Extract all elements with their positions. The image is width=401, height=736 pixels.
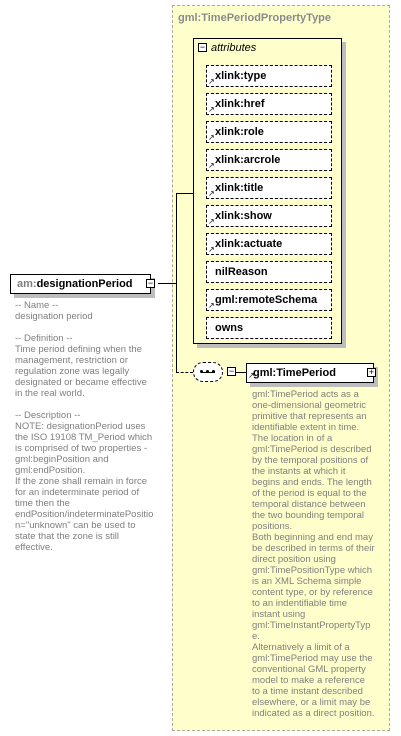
root-element-documentation: -- Name -- designation period -- Definition -- Time period defining when the management, restriction or regulation zone was legally designated or became effective in the real world. -- Description -- NOTE: designationPeriod uses the ISO 19108 TM_Period which is comprised of two properties - gml:beginPosition and gml:endPosition. If the zone shall remain in force for an indeterminate period of time then the endPosition/indeterminatePositio n="unknown" can be used to state that the zone is still effective. — [15, 300, 154, 553]
reference-arrow-icon: ↗ — [208, 245, 215, 254]
attributes-title: attributes — [211, 42, 257, 54]
sequence-dot — [200, 370, 203, 373]
attribute-xlink-arcrole[interactable]: xlink:arcrole ↗ — [206, 149, 332, 171]
attribute-xlink-title[interactable]: xlink:title ↗ — [206, 177, 332, 199]
attribute-nilreason[interactable]: nilReason — [206, 261, 332, 283]
connector-root-horizontal — [158, 283, 176, 284]
reference-arrow-icon: ↗ — [208, 105, 215, 114]
attribute-xlink-role[interactable]: xlink:role ↗ — [206, 121, 332, 143]
connector-to-attributes — [176, 193, 193, 194]
attribute-name: xlink: — [215, 70, 244, 82]
sequence-dot — [212, 370, 215, 373]
child-element-documentation: gml:TimePeriod acts as a one-dimensional geometric primitive that represents an identifiable extent in time. The location in of a gml:TimePeriod is described by the temporal positions of the instants at which it begins and ends. The length of the period is equal to the temporal distance between the two bounding temporal positions. Both beginning and end may be described in terms of their direct position using gml:TimePositionType which is an XML Schema simple content type, or by reference to an indentifiable time instant using gml:TimeInstantPropertyTyp e. Alternatively a limit of a gml:TimePeriod may use the conventional GML property model to make a reference to a time instant described elsewhere, or a limit may be indicated as a direct position. — [252, 389, 375, 719]
attribute-xlink-actuate[interactable]: xlink:actuate ↗ — [206, 233, 332, 255]
reference-arrow-icon: ↗ — [208, 161, 215, 170]
child-element-box[interactable] — [246, 363, 374, 383]
complex-type-title: gml:TimePeriodPropertyType — [178, 12, 332, 24]
sequence-dot — [206, 370, 209, 373]
attribute-gml-remoteschema[interactable]: gml:remoteSchema ↗ — [206, 289, 332, 311]
root-element-name: designationPeriod — [36, 278, 133, 290]
reference-arrow-icon: ↗ — [208, 77, 215, 86]
reference-arrow-icon: ↗ — [208, 301, 215, 310]
root-element-collapse-icon[interactable]: − — [147, 278, 154, 288]
attributes-collapse-icon[interactable]: − — [199, 42, 206, 52]
attribute-xlink-type[interactable]: xlink:type ↗ — [206, 65, 332, 87]
child-element-expand-icon[interactable]: + — [368, 367, 375, 377]
child-element-name: gml:TimePeriod — [253, 367, 336, 379]
root-element-box[interactable] — [10, 274, 151, 294]
reference-arrow-icon: ↗ — [208, 189, 215, 198]
connector-vertical — [176, 193, 177, 373]
reference-arrow-icon: ↗ — [208, 217, 215, 226]
reference-arrow-icon: ↗ — [208, 133, 215, 142]
attribute-owns[interactable]: owns — [206, 317, 332, 339]
attribute-xlink-show[interactable]: xlink:show ↗ — [206, 205, 332, 227]
attribute-xlink-href[interactable]: xlink:href ↗ — [206, 93, 332, 115]
reference-arrow-icon: ↗ — [248, 371, 255, 380]
sequence-collapse-icon[interactable]: − — [228, 366, 235, 376]
connector-to-sequence — [176, 372, 193, 373]
root-element-prefix: am: — [17, 278, 37, 290]
